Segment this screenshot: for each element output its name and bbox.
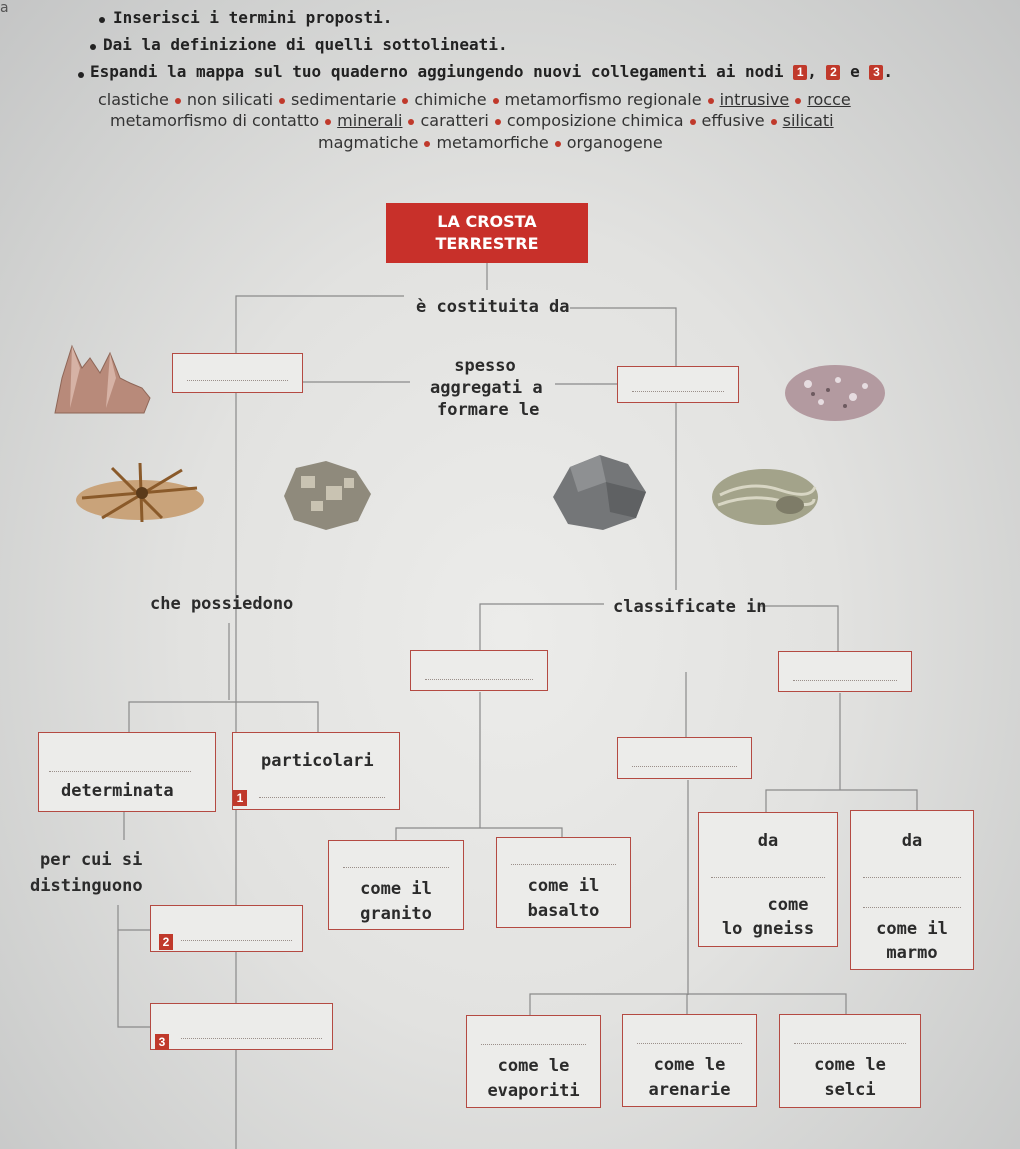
node-number-1: 1 — [233, 790, 247, 806]
label-come: come — [767, 895, 809, 915]
label-da: da — [757, 831, 779, 851]
rutile-mineral-image — [72, 458, 208, 526]
label-granito: granito — [360, 904, 432, 924]
blank-box-rocce[interactable] — [617, 366, 739, 403]
term: sedimentarie — [291, 90, 397, 109]
label-formare: formare le — [437, 400, 540, 420]
label-costituita: è costituita da — [416, 297, 570, 317]
label-come-il: come il — [876, 919, 948, 939]
instruction-2: Dai la definizione di quelli sottolineati. — [103, 35, 508, 54]
label-particolari: particolari — [261, 751, 374, 771]
blank-box-class-1[interactable] — [410, 650, 548, 691]
term-underlined: intrusive — [719, 90, 790, 109]
label-arenarie: arenarie — [648, 1080, 731, 1100]
label-marmo: marmo — [886, 943, 938, 963]
blank-box-class-2[interactable] — [778, 651, 912, 692]
blank-box-metamorfismo-regionale[interactable] — [698, 812, 838, 947]
term: clastiche — [98, 90, 169, 109]
blank-box-class-3[interactable] — [617, 737, 752, 779]
node-badge-1: 1 — [793, 65, 807, 80]
term-underlined: minerali — [337, 111, 403, 130]
label-determinata: determinata — [61, 781, 174, 801]
pyrite-mineral-image — [276, 456, 374, 532]
label-come-le: come le — [653, 1055, 726, 1075]
blank-box-node-2[interactable] — [150, 905, 303, 952]
label-possiedono: che possiedono — [150, 594, 294, 614]
term: composizione chimica — [506, 111, 684, 130]
term: magmatiche — [318, 133, 419, 152]
gneiss-rock-image — [710, 465, 820, 529]
term: metamorfismo regionale — [504, 90, 702, 109]
label-distinguono: distinguono — [30, 876, 143, 896]
label-da: da — [901, 831, 923, 851]
term: organogene — [566, 133, 663, 152]
label-per-cui: per cui si — [40, 850, 143, 870]
blank-box-effusive[interactable] — [496, 837, 631, 928]
node-badge-2: 2 — [826, 65, 840, 80]
granite-rock-image — [783, 362, 887, 424]
instruction-3-text: Espandi la mappa sul tuo quaderno aggiungendo nuovi collegamenti ai nodi — [90, 62, 784, 81]
term: caratteri — [420, 111, 489, 130]
term: non silicati — [186, 90, 274, 109]
term: chimiche — [414, 90, 487, 109]
instruction-1: Inserisci i termini proposti. — [113, 8, 393, 27]
map-title-line-1: LA CROSTA — [437, 212, 537, 231]
blank-box-intrusive[interactable] — [328, 840, 464, 930]
comma: , — [807, 62, 817, 81]
node-number-2: 2 — [159, 934, 173, 950]
node-badge-3: 3 — [869, 65, 883, 80]
term-underlined: rocce — [807, 90, 851, 109]
label-gneiss: lo gneiss — [721, 919, 815, 939]
label-basalto: basalto — [527, 901, 600, 921]
term-underlined: silicati — [782, 111, 834, 130]
map-title — [386, 203, 588, 263]
label-come-il: come il — [360, 879, 432, 899]
label-come-il: come il — [527, 876, 600, 896]
term: metamorfismo di contatto — [110, 111, 320, 130]
label-selci: selci — [824, 1080, 876, 1100]
page-corner-letter: a — [0, 0, 9, 16]
label-aggregati: aggregati a — [430, 378, 543, 398]
quartz-crystal-image — [50, 338, 154, 418]
basalt-rock-image — [548, 452, 650, 532]
label-classificate: classificate in — [613, 597, 767, 617]
term: effusive — [701, 111, 765, 130]
blank-box-metamorfismo-contatto[interactable] — [850, 810, 974, 970]
label-evaporiti: evaporiti — [487, 1081, 580, 1101]
label-come-le: come le — [497, 1056, 570, 1076]
blank-box-node-3[interactable] — [150, 1003, 333, 1050]
term: metamorfiche — [436, 133, 549, 152]
conjunction: e — [850, 62, 860, 81]
label-come-le: come le — [814, 1055, 886, 1075]
blank-box-chimiche[interactable] — [466, 1015, 601, 1108]
blank-box-clastiche[interactable] — [622, 1014, 757, 1107]
node-number-3: 3 — [155, 1034, 169, 1050]
label-spesso: spesso — [454, 356, 516, 376]
blank-box-particolari[interactable] — [232, 732, 400, 810]
period: . — [883, 62, 894, 81]
blank-box-determinata[interactable] — [38, 732, 216, 812]
blank-box-minerali[interactable] — [172, 353, 303, 393]
map-title-line-2: TERRESTRE — [435, 234, 539, 253]
blank-box-organogene[interactable] — [779, 1014, 921, 1108]
